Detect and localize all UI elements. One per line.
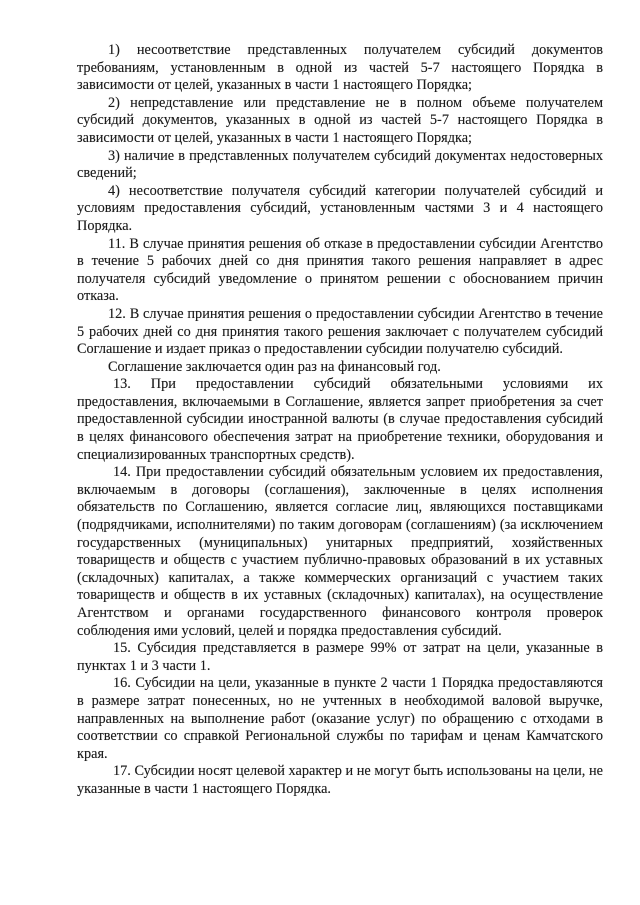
document-page [77,42,603,799]
paragraph-item-3: 3) наличие в представленных получателем субсидий документах недостоверных сведений; [77,147,603,182]
paragraph-clause-12: 12. В случае принятия решения о предоставлении субсидии Агентство в течение 5 рабочих дней со дня принятия такого решения заключает с получателем субсидий Соглашение и издает приказ о предоставлении субсидии получателю субсидий. [77,305,603,358]
paragraph-clause-14: 14. При предоставлении субсидий обязательным условием их предоставления, включаемым в договоры (соглашения), заключенные в целях исполнения обязательств по Соглашению, является согласие лиц, являющихся поставщиками (подрядчиками, исполнителями) по таким договорам (соглашениям) (за исключением государственных (муниципальных) унитарных предприятий, хозяйственных товариществ и обществ с участием публично-правовых образований в их уставных (складочных) капиталах, а также коммерческих организаций с участием таких товариществ и обществ в их уставных (складочных) капиталах), на осуществление Агентством и органами государственного финансового контроля проверок соблюдения ими условий, целей и порядка предоставления субсидий. [77,464,603,639]
paragraph-agreement-note: Соглашение заключается один раз на финансовый год. [108,358,441,375]
paragraph-clause-13: 13. При предоставлении субсидий обязательными условиями их предоставления, включаемыми в Соглашение, является запрет приобретения за счет предоставленной субсидии иностранной валюты (в случае предоставления субсидий в целях финансового обеспечения затрат на приобретение техники, оборудования и специализированных транспортных средств). [77,376,603,463]
paragraph-clause-17: 17. Субсидии носят целевой характер и не могут быть использованы на цели, не указанные в части 1 настоящего Порядка. [77,763,603,797]
paragraph-item-4: 4) несоответствие получателя субсидий категории получателей субсидий и условиям предоставления субсидий, установленным частями 3 и 4 настоящего Порядка. [77,182,603,234]
paragraph-clause-15: 15. Субсидия представляется в размере 99% от затрат на цели, указанные в пунктах 1 и 3 части 1. [77,640,603,674]
paragraph-clause-11: 11. В случае принятия решения об отказе в предоставлении субсидии Агентство в течение 5 рабочих дней со дня принятия такого решения направляет в адрес получателя субсидий уведомление о принятом решении с обоснованием причин отказа. [77,235,603,305]
paragraph-item-1: 1) несоответствие представленных получателем субсидий документов требованиям, установленным в одной из частей 5-7 настоящего Порядка в зависимости от целей, указанных в части 1 настоящего Порядка; [77,42,603,94]
paragraph-item-2: 2) непредставление или представление не в полном объеме получателем субсидий документов, указанных в одной из частей 5-7 настоящего Порядка в зависимости от целей, указанных в части 1 настоящего Порядка; [77,94,603,146]
paragraph-clause-16: 16. Субсидии на цели, указанные в пункте 2 части 1 Порядка предоставляются в размере затрат понесенных, но не учтенных в необходимой валовой выручке, направленных на выполнение работ (оказание услуг) по обращению с отходами в соответствии со справкой Региональной службы по тарифам и ценам Камчатского края. [77,675,603,762]
